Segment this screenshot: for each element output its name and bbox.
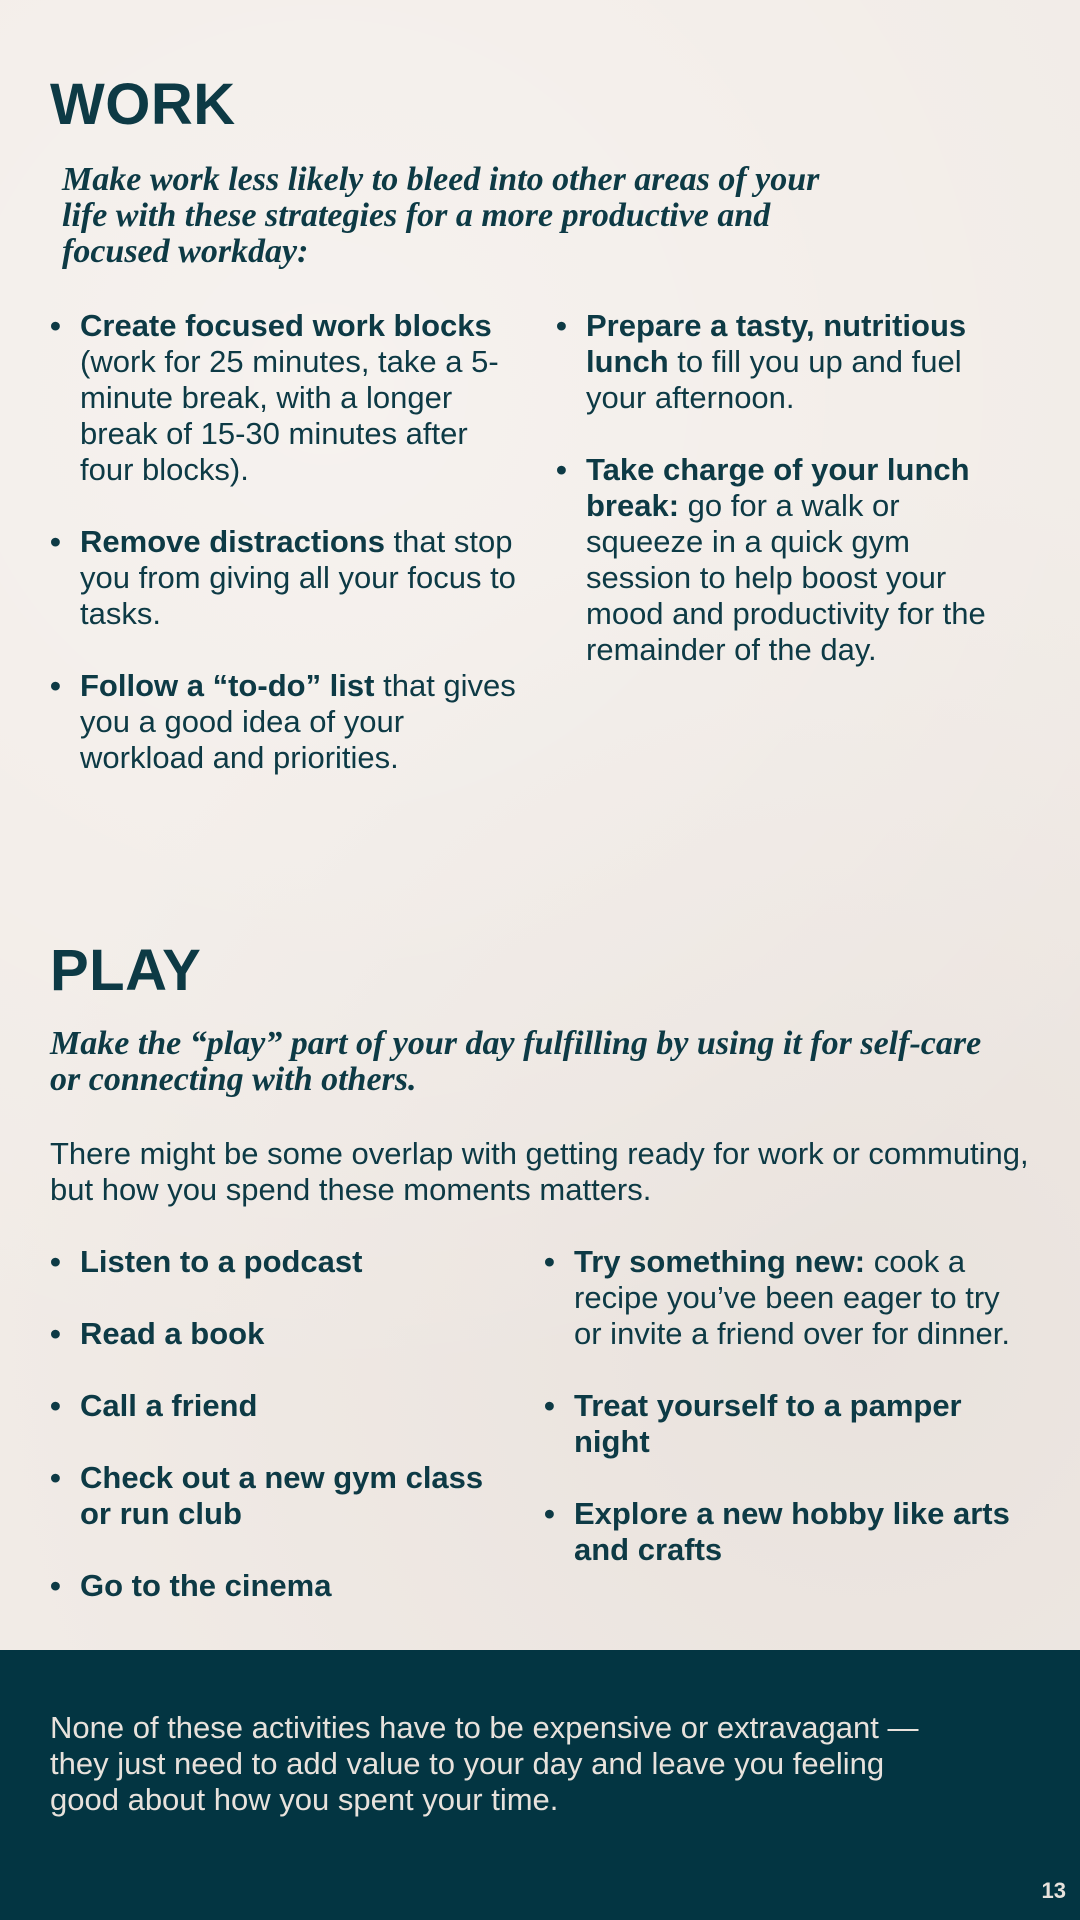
play-item-podcast — [50, 1244, 520, 1280]
play-item-try-new — [544, 1244, 1024, 1352]
play-list-left — [50, 1244, 520, 1640]
item-text: go for a walk or squeeze in a quick gym session to help boost your mood and productivity for the remainder of the day. — [586, 488, 986, 667]
play-item-book — [50, 1316, 520, 1352]
footer-banner — [0, 1650, 1080, 1920]
play-body: There might be some overlap with getting ready for work or commuting, but how you spend these moments matters. — [50, 1136, 1029, 1207]
item-bold-text: Create focused work blocks — [80, 308, 492, 343]
item-bold-text: Check out a new gym class or run club — [80, 1460, 484, 1531]
item-text: (work for 25 minutes, take a 5-minute break, with a longer break of 15-30 minutes after four blocks). — [80, 344, 499, 487]
play-item-pamper-night — [544, 1388, 1024, 1460]
play-item-cinema — [50, 1568, 520, 1604]
footer-text: None of these activities have to be expensive or extravagant — they just need to add value to your day and leave you feeling good about how you spent your time. — [50, 1710, 919, 1817]
item-bold-text: Treat yourself to a pamper night — [574, 1388, 962, 1459]
item-text: that gives you a good idea of your workload and priorities. — [80, 668, 516, 775]
work-item-todo-list — [50, 668, 520, 776]
item-text: cook a recipe you’ve been eager to try or invite a friend over for dinner. — [574, 1244, 1010, 1351]
work-item-remove-distractions — [50, 524, 520, 632]
work-list-right — [556, 308, 1006, 704]
item-bold-text: Remove distractions — [80, 524, 385, 559]
item-bold-text: Try something new: — [574, 1244, 866, 1279]
play-lead: Make the “play” part of your day fulfilling by using it for self-care or connecting with others. — [50, 1025, 982, 1098]
item-bold-text: Explore a new hobby like arts and crafts — [574, 1496, 1010, 1567]
play-title: PLAY — [50, 938, 202, 1003]
work-item-lunch — [556, 308, 1006, 416]
item-bold-text: Prepare a tasty, nutritious lunch — [586, 308, 967, 379]
item-text: that stop you from giving all your focus to tasks. — [80, 524, 516, 631]
page-number: 13 — [1041, 1878, 1066, 1903]
play-item-call-friend — [50, 1388, 520, 1424]
play-list-right — [544, 1244, 1024, 1604]
work-item-lunch-break — [556, 452, 1006, 668]
item-bold-text: Listen to a podcast — [80, 1244, 363, 1279]
item-bold-text: Go to the cinema — [80, 1568, 332, 1603]
work-lead: Make work less likely to bleed into other areas of your life with these strategies for a more productive and focused workday: — [62, 161, 820, 270]
item-bold-text: Follow a “to-do” list — [80, 668, 375, 703]
item-text: to fill you up and fuel your afternoon. — [586, 344, 962, 415]
work-title: WORK — [50, 72, 236, 137]
item-bold-text: Take charge of your lunch break: — [586, 452, 970, 523]
play-item-gym-class — [50, 1460, 520, 1532]
item-bold-text: Call a friend — [80, 1388, 258, 1423]
work-list-left — [50, 308, 520, 812]
work-item-focused-blocks — [50, 308, 520, 488]
play-item-hobby — [544, 1496, 1024, 1568]
item-bold-text: Read a book — [80, 1316, 265, 1351]
